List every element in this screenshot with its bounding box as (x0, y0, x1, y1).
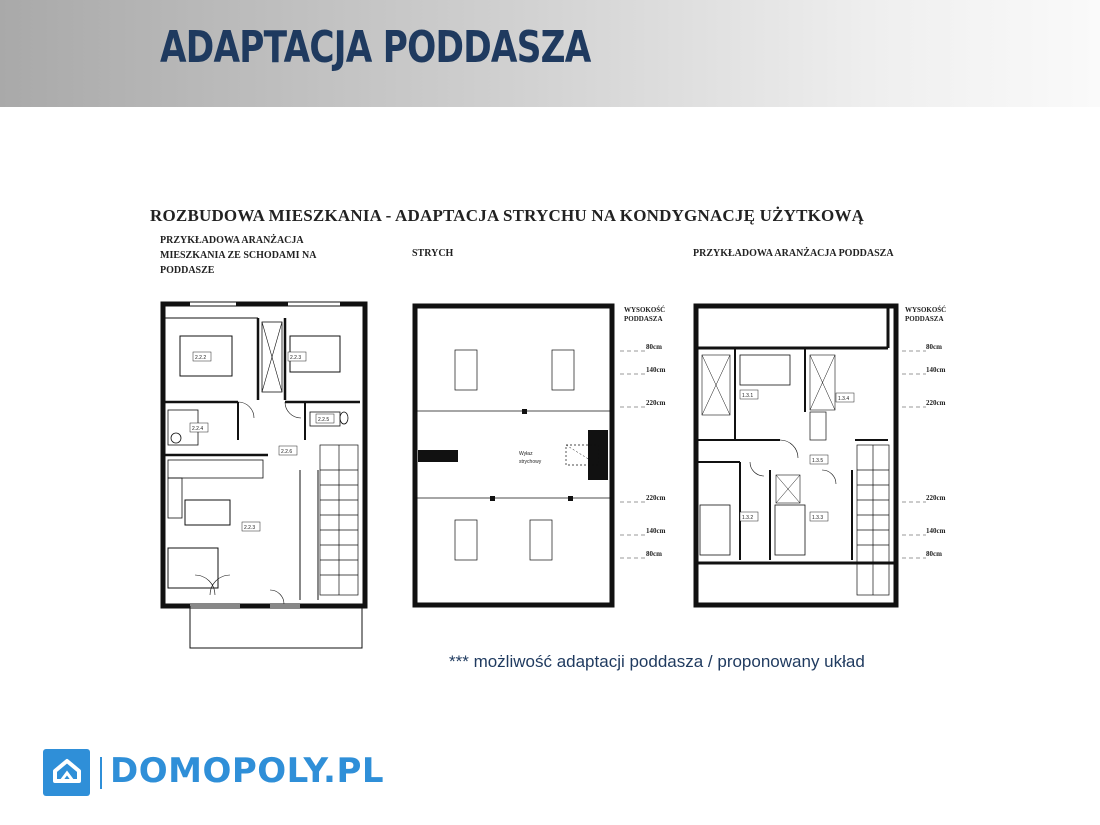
panel-label-line: MIESZKANIA ZE SCHODAMI NA (160, 250, 317, 261)
plan-title: ROZBUDOWA MIESZKANIA - ADAPTACJA STRYCHU NA KONDYGNACJĘ UŻYTKOWĄ (150, 206, 865, 225)
height-scale-middle (620, 351, 646, 558)
height-value: 80cm (646, 343, 662, 351)
height-value: 80cm (926, 550, 942, 558)
hatch-label-line: strychowy (519, 459, 542, 465)
room-label: 1.3.3 (812, 515, 824, 521)
height-value: 220cm (646, 494, 666, 502)
house-icon (43, 749, 90, 796)
height-value: 80cm (926, 343, 942, 351)
room-label: 1.3.4 (838, 396, 850, 402)
room-labels-right (740, 390, 854, 521)
room-label: 2.2.4 (192, 426, 204, 432)
logo-divider (100, 757, 102, 789)
room-label: 1.3.2 (742, 515, 754, 521)
height-value: 140cm (646, 366, 666, 374)
height-value: 220cm (926, 494, 946, 502)
height-value: 140cm (646, 527, 666, 535)
room-label: 1.3.5 (812, 458, 824, 464)
hatch-label-line: Wyłaz (519, 451, 533, 457)
adaptation-caption: *** możliwość adaptacji poddasza / proponowany układ (449, 652, 865, 671)
room-label: 2.2.6 (281, 449, 293, 455)
hatch-label (519, 451, 542, 465)
height-scale-right (902, 351, 926, 558)
room-label: 2.2.2 (195, 355, 207, 361)
height-header: PODDASZA (624, 315, 663, 323)
panel-label-right: PRZYKŁADOWA ARANŻACJA PODDASZA (693, 248, 894, 259)
height-values-middle (646, 343, 666, 558)
height-value: 220cm (926, 399, 946, 407)
height-header: PODDASZA (905, 315, 944, 323)
room-label: 2.2.3 (244, 525, 256, 531)
logo-text: DOMOPOLY.PL (110, 751, 385, 791)
room-label: 2.2.3 (290, 355, 302, 361)
height-value: 220cm (646, 399, 666, 407)
height-value: 80cm (646, 550, 662, 558)
panel-label-line: PODDASZE (160, 265, 215, 276)
panel-label-middle: STRYCH (412, 248, 454, 259)
height-value: 140cm (926, 366, 946, 374)
brand-logo[interactable] (43, 747, 393, 799)
room-label: 2.2.5 (318, 417, 330, 423)
height-values-right (926, 343, 946, 558)
plan-right-attic (696, 306, 896, 605)
height-header: WYSOKOŚĆ (905, 306, 947, 314)
panel-label-line: PRZYKŁADOWA ARANŻACJA (160, 235, 304, 246)
height-value: 140cm (926, 527, 946, 535)
height-header: WYSOKOŚĆ (624, 306, 666, 314)
page-title: ADAPTACJA PODDASZA (160, 22, 591, 73)
room-label: 1.3.1 (742, 393, 754, 399)
plan-middle-attic (415, 306, 612, 605)
